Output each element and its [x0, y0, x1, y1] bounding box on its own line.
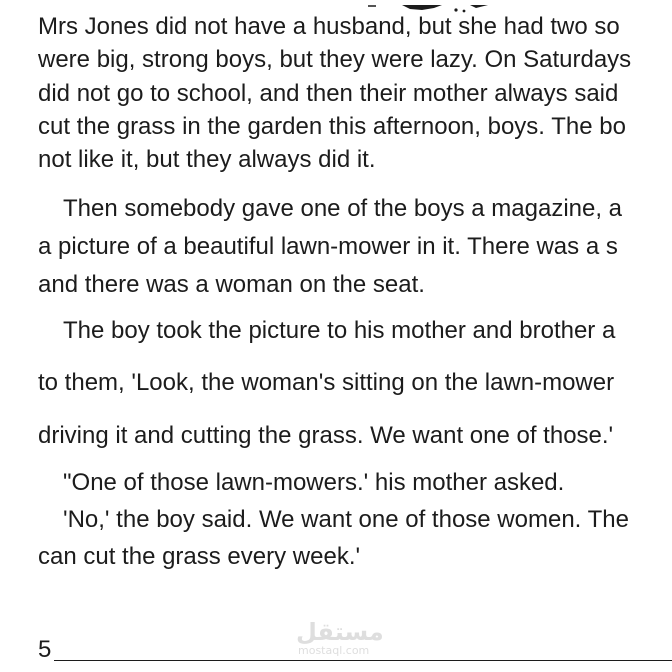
top-illustration-fragment — [362, 0, 492, 8]
paragraph-4-line-1: "One of those lawn-mowers.' his mother asked. — [63, 469, 565, 496]
paragraph-1-line-1: Mrs Jones did not have a husband, but she had two so — [38, 13, 620, 40]
paragraph-1-line-4: cut the grass in the garden this afternoon, boys. The bo — [38, 113, 626, 140]
paragraph-3-line-3: driving it and cutting the grass. We want one of those.' — [38, 422, 614, 449]
paragraph-1-line-2: were big, strong boys, but they were lazy. On Saturdays — [38, 46, 632, 73]
footer-rule — [54, 660, 672, 661]
paragraph-3-line-1: The boy took the picture to his mother and brother a — [63, 317, 616, 344]
paragraph-2-line-2: a picture of a beautiful lawn-mower in it. There was a s — [38, 233, 618, 260]
watermark-site-text: mostaql.com — [298, 644, 370, 657]
paragraph-5-line-2: can cut the grass every week.' — [38, 543, 361, 570]
watermark-arabic-text: مستقل — [296, 618, 384, 646]
paragraph-1-line-3: did not go to school, and then their mother always said — [38, 80, 619, 107]
paragraph-2-line-3: and there was a woman on the seat. — [38, 271, 425, 298]
paragraph-2-line-1: Then somebody gave one of the boys a magazine, a — [63, 195, 623, 222]
paragraph-5-line-1: 'No,' the boy said. We want one of those women. The — [63, 506, 629, 533]
paragraph-1-line-5: not like it, but they always did it. — [38, 146, 376, 173]
page-number: 5 — [38, 636, 52, 663]
paragraph-3-line-2: to them, 'Look, the woman's sitting on the lawn-mower — [38, 369, 615, 396]
mostaql-watermark — [288, 618, 388, 662]
